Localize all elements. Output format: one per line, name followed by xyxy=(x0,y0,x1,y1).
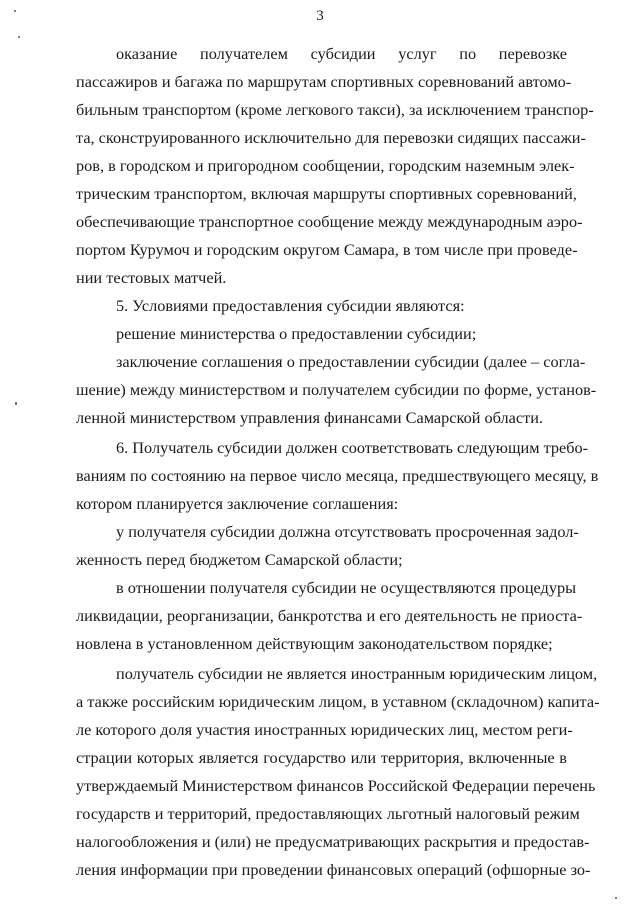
text-line: получатель субсидии не является иностранным юридическим лицом, xyxy=(116,664,598,683)
text-line: бильным транспортом (кроме легкового такси), за исключением транспор- xyxy=(76,100,594,119)
text-line: решение министерства о предоставлении субсидии; xyxy=(116,324,477,343)
text-line: в отношении получателя субсидии не осуществляются процедуры xyxy=(116,578,577,597)
text-line: обеспечивающие транспортное сообщение между международным аэро- xyxy=(76,212,583,231)
scan-speck xyxy=(14,10,16,12)
text-line: страции которых является государство или территория, включенные в xyxy=(76,748,567,767)
text-line: трическим транспортом, включая маршруты спортивных соревнований, xyxy=(76,184,577,203)
section-heading-6: 6. Получатель субсидии должен соответствовать следующим требо- xyxy=(116,438,589,457)
text-line: утверждаемый Министерством финансов Российской Федерации перечень xyxy=(76,776,596,795)
text-line: ле которого доля участия иностранных юридических лиц, местом реги- xyxy=(76,720,573,739)
text-line: женность перед бюджетом Самарской области; xyxy=(76,550,403,569)
text-line: ликвидации, реорганизации, банкротства и его деятельность не приоста- xyxy=(76,606,583,625)
text-line: оказание получателем субсидии услуг по перевозке xyxy=(116,44,567,63)
text-line: ваниям по состоянию на первое число месяца, предшествующего месяцу, в xyxy=(76,466,599,485)
text-line: заключение соглашения о предоставлении субсидии (далее – согла- xyxy=(116,352,586,371)
page-number: 3 xyxy=(316,8,324,24)
text-line: новлена в установленном действующим законодательством порядке; xyxy=(76,634,553,653)
text-line: ления информации при проведении финансовых операций (офшорные зо- xyxy=(76,860,591,879)
scan-speck xyxy=(15,402,17,405)
text-line: ленной министерством управления финансами Самарской области. xyxy=(76,408,544,427)
text-line: налогообложения и (или) не предусматривающих раскрытия и предостав- xyxy=(76,832,590,851)
text-line: государств и территорий, предоставляющих льготный налоговый режим xyxy=(76,804,580,823)
text-line: портом Курумоч и городским округом Самара, в том числе при проведе- xyxy=(76,240,578,259)
text-line: а также российским юридическим лицом, в уставном (складочном) капита- xyxy=(76,692,600,711)
scan-speck xyxy=(18,36,20,38)
section-heading-5: 5. Условиями предоставления субсидии являются: xyxy=(116,296,465,315)
text-line: та, сконструированного исключительно для перевозки сидящих пассажи- xyxy=(76,128,586,147)
text-line: у получателя субсидии должна отсутствовать просроченная задол- xyxy=(116,522,579,541)
text-line: пассажиров и багажа по маршрутам спортивных соревнований автомо- xyxy=(76,72,572,91)
text-line: ров, в городском и пригородном сообщении, городским наземным элек- xyxy=(76,156,575,175)
text-line: котором планируется заключение соглашения: xyxy=(76,494,399,513)
scan-speck xyxy=(615,897,617,899)
text-line: нии тестовых матчей. xyxy=(76,268,227,287)
text-line: шение) между министерством и получателем субсидии по форме, установ- xyxy=(76,380,597,399)
